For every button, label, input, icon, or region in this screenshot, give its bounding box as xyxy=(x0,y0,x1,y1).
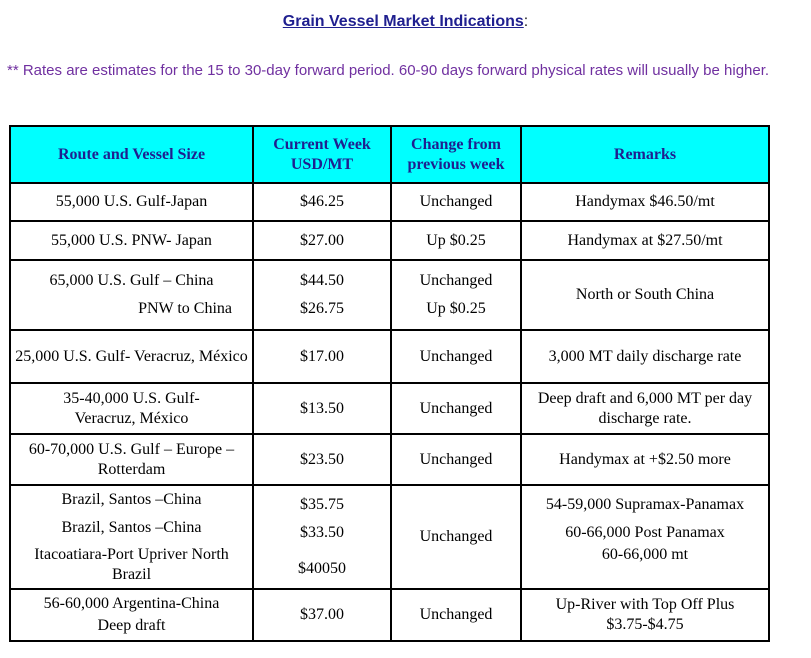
current-cell: $17.00 xyxy=(253,330,391,383)
route-line: Itacoatiara-Port Upriver North Brazil xyxy=(34,546,229,583)
remarks-line: 60-66,000 Post Panamax xyxy=(565,524,725,541)
header-current-week: Current Week USD/MT xyxy=(253,126,391,183)
vessel-rates-table xyxy=(9,125,770,642)
route-line: Brazil, Santos –China xyxy=(61,491,202,508)
current-cell: $46.25 xyxy=(253,183,391,221)
remarks-cell: Deep draft and 6,000 MT per day discharge rate. xyxy=(521,383,769,434)
current-line: $44.50 xyxy=(300,272,344,289)
route-line: Brazil, Santos –China xyxy=(61,519,202,536)
remarks-cell: Up-River with Top Off Plus $3.75-$4.75 xyxy=(521,589,769,641)
title-colon: : xyxy=(523,13,529,30)
remarks-cell: Handymax $46.50/mt xyxy=(521,183,769,221)
current-line: $26.75 xyxy=(300,300,344,317)
route-cell: 55,000 U.S. PNW- Japan xyxy=(10,221,253,260)
route-cell xyxy=(10,485,253,589)
table-row xyxy=(10,221,769,260)
change-cell: Unchanged xyxy=(391,485,521,589)
route-cell xyxy=(10,260,253,330)
route-cell xyxy=(10,589,253,641)
remarks-line: 60-66,000 mt xyxy=(601,546,689,563)
route-cell: 60-70,000 U.S. Gulf – Europe – Rotterdam xyxy=(10,434,253,485)
table-row xyxy=(10,383,769,434)
header-remarks: Remarks xyxy=(521,126,769,183)
table-row xyxy=(10,434,769,485)
table-row xyxy=(10,589,769,641)
change-cell: Unchanged xyxy=(391,434,521,485)
current-cell: $13.50 xyxy=(253,383,391,434)
change-line: Up $0.25 xyxy=(426,300,486,317)
remarks-line: 54-59,000 Supramax-Panamax xyxy=(545,496,745,513)
remarks-cell xyxy=(521,485,769,589)
current-cell xyxy=(253,260,391,330)
header-change: Change from previous week xyxy=(391,126,521,183)
route-cell: 35-40,000 U.S. Gulf-Veracruz, México xyxy=(10,383,253,434)
change-cell: Unchanged xyxy=(391,589,521,641)
change-line: Unchanged xyxy=(419,272,493,289)
table-row xyxy=(10,260,769,330)
header-row xyxy=(10,126,769,183)
current-cell: $27.00 xyxy=(253,221,391,260)
page-title xyxy=(0,13,811,31)
table-row xyxy=(10,330,769,383)
remarks-cell: 3,000 MT daily discharge rate xyxy=(521,330,769,383)
route-line: PNW to China xyxy=(138,300,232,317)
change-cell: Unchanged xyxy=(391,183,521,221)
remarks-cell: North or South China xyxy=(521,260,769,330)
remarks-cell: Handymax at $27.50/mt xyxy=(521,221,769,260)
route-line: 65,000 U.S. Gulf – China xyxy=(49,272,214,289)
change-cell: Unchanged xyxy=(391,330,521,383)
current-line: $35.75 xyxy=(300,496,344,513)
current-cell: $37.00 xyxy=(253,589,391,641)
change-cell: Up $0.25 xyxy=(391,221,521,260)
current-line: $33.50 xyxy=(300,524,344,541)
table-row xyxy=(10,183,769,221)
title-text: Grain Vessel Market Indications xyxy=(282,13,524,30)
remarks-cell: Handymax at +$2.50 more xyxy=(521,434,769,485)
route-line: 56-60,000 Argentina-China xyxy=(43,595,220,612)
current-cell: $23.50 xyxy=(253,434,391,485)
route-line: Deep draft xyxy=(97,617,166,634)
route-cell: 55,000 U.S. Gulf-Japan xyxy=(10,183,253,221)
current-line: $40050 xyxy=(298,560,346,577)
change-cell xyxy=(391,260,521,330)
header-route: Route and Vessel Size xyxy=(10,126,253,183)
table-row xyxy=(10,485,769,589)
rates-note: ** Rates are estimates for the 15 to 30-day forward period. 60-90 days forward physical rates will usually be higher. xyxy=(7,62,770,79)
current-cell xyxy=(253,485,391,589)
change-cell: Unchanged xyxy=(391,383,521,434)
route-cell: 25,000 U.S. Gulf- Veracruz, México xyxy=(10,330,253,383)
